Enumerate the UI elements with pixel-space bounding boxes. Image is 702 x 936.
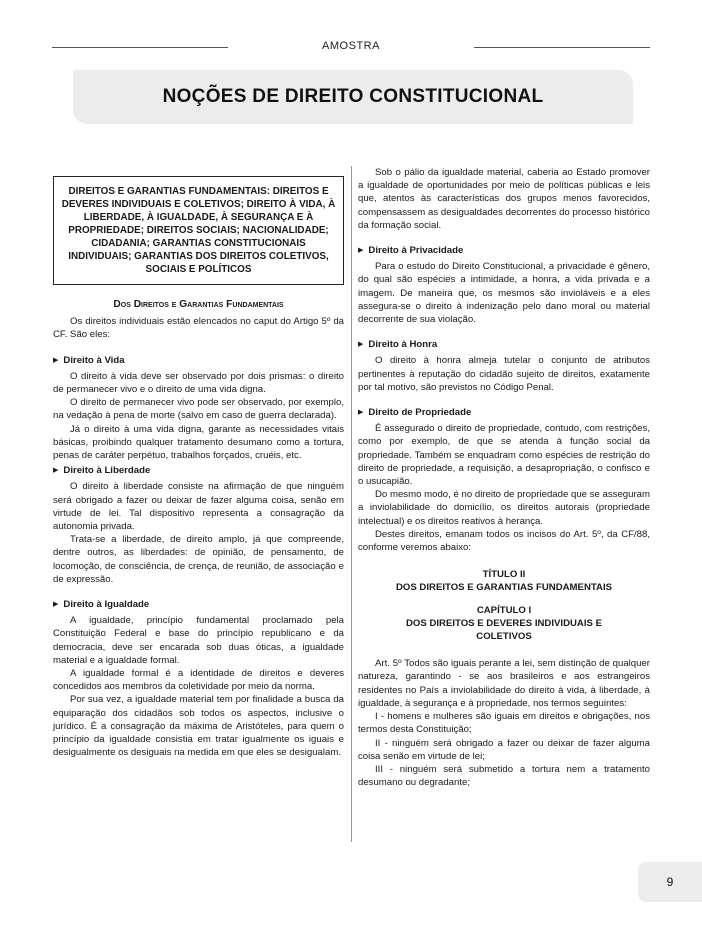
paragraph: O direito de permanecer vivo pode ser observado, por exemplo, na vedação à pena de morte (salvo em caso de guerra declarada). xyxy=(53,397,344,422)
paragraph: É assegurado o direito de propriedade, contudo, com restrições, como por exemplo, de que se atenda à função social da propriedade. Também se enquadram como espécies de restrição do direito de propriedade, a requisição, a desapropriação, o confisco e o usucapião. xyxy=(358,423,650,488)
title-band xyxy=(73,70,633,124)
capitulo-line3: COLETIVOS xyxy=(476,631,532,643)
paragraph: Para o estudo do Direito Constitucional, a privacidade é gênero, do qual são espécies a intimidade, a honra, a vida privada e a imagem. De maneira que, os mesmos são invioláveis e a eles assegura-se o direito à indenização pelo dano moral ou material decorrente de sua violação. xyxy=(358,261,650,326)
subheading-honra: ▶ Direito à Honra xyxy=(358,339,438,351)
paragraph: A igualdade, princípio fundamental proclamado pela Constituição Federal e base do princípio republicano e da democracia, deve ser encarada sob duas óticas, a igualdade material e a igualdade formal. xyxy=(53,615,344,666)
subheading-vida: ▶ Direito à Vida xyxy=(53,354,125,366)
titulo-line2: DOS DIREITOS E GARANTIAS FUNDAMENTAIS xyxy=(395,582,613,594)
header-rule-right xyxy=(474,47,650,48)
bullet-triangle-icon: ▶ xyxy=(53,356,59,364)
subheading-propriedade: ▶ Direito de Propriedade xyxy=(358,407,472,419)
page-title: NOÇÕES DE DIREITO CONSTITUCIONAL xyxy=(162,86,544,107)
header-label: AMOSTRA xyxy=(322,40,380,52)
topic-box: DIREITOS E GARANTIAS FUNDAMENTAIS: DIREITOS E DEVERES INDIVIDUAIS E COLETIVOS; DIREITO À VIDA, À LIBERDADE, À IGUALDADE, À SEGURANÇA E À PROPRIEDADE; DIREITOS SOCIAIS; NACIONALIDADE; CIDADANIA; GARANTIAS CONSTITUCIONAIS INDIVIDUAIS; GARANTIAS DOS DIREITOS COLETIVOS, SOCIAIS E POLÍTICOS xyxy=(53,176,344,285)
paragraph: Do mesmo modo, é no direito de propriedade que se asseguram a inviolabilidade do domicílio, os direitos autorais (propriedade intelectual) e os direitos reativos à herança. xyxy=(358,489,650,527)
art5-caput: Art. 5º Todos são iguais perante a lei, sem distinção de qualquer natureza, garantindo - se aos brasileiros e aos estrangeiros residentes no País a inviolabilidade do direito à vida, à liberdade, à igualdade, à segurança e à propriedade, nos termos seguintes: xyxy=(358,658,650,709)
intro-paragraph: Os direitos individuais estão elencados no caput do Artigo 5º da CF. São eles: xyxy=(53,316,344,341)
bullet-triangle-icon: ▶ xyxy=(358,247,364,255)
bullet-triangle-icon: ▶ xyxy=(53,601,59,609)
left-column xyxy=(53,168,344,760)
right-column xyxy=(358,166,650,789)
paragraph: O direito à liberdade consiste na afirmação de que ninguém será obrigado a fazer ou deixar de fazer alguma coisa, senão em virtude de lei. Tal dispositivo representa a consagração da autonomia privada. xyxy=(53,481,344,533)
art5-inciso-i: I - homens e mulheres são iguais em direitos e obrigações, nos termos desta Constituição; xyxy=(358,711,650,736)
capitulo-line2: DOS DIREITOS E DEVERES INDIVIDUAIS E xyxy=(405,618,602,630)
subheading-privacidade: ▶ Direito à Privacidade xyxy=(358,245,464,257)
paragraph: Trata-se a liberdade, de direito amplo, já que compreende, dentre outros, as liberdades: de opinião, de pensamento, de locomoção, de consciência, de crença, de reunião, de associação e de expressão. xyxy=(53,534,344,585)
paragraph: Sob o pálio da igualdade material, caberia ao Estado promover a igualdade de oportunidades por meio de políticas públicas e leis que, atentos às características dos grupos menos favorecidos, compensassem as desigualdades decorrentes do processo histórico da formação social. xyxy=(358,167,650,231)
paragraph: O direito à honra almeja tutelar o conjunto de atributos pertinentes à reputação do cidadão sujeito de direitos, exatamente por tal motivo, são previstos no Código Penal. xyxy=(358,355,650,393)
bullet-triangle-icon: ▶ xyxy=(358,409,364,417)
section-title: Dos Direitos e Garantias Fundamentais xyxy=(113,299,284,310)
paragraph: Por sua vez, a igualdade material tem por finalidade a busca da equiparação dos cidadãos sob todos os aspectos, inclusive o jurídico. É a consagração da máxima de Aristóteles, para quem o princípio da igualdade consistia em tratar igualmente os iguais e desigualmente os desiguais na medida em que eles se desigualam. xyxy=(53,694,344,759)
paragraph: O direito à vida deve ser observado por dois prismas: o direito de permanecer vivo e o direito de uma vida digna. xyxy=(53,370,344,396)
paragraph: A igualdade formal é a identidade de direitos e deveres concedidos aos membros da coletividade por meio da norma. xyxy=(53,668,344,693)
bullet-triangle-icon: ▶ xyxy=(53,467,59,475)
page-number: 9 xyxy=(638,862,702,902)
art5-inciso-iii: III - ninguém será submetido a tortura nem a tratamento desumano ou degradante; xyxy=(358,763,650,789)
paragraph: Já o direito à uma vida digna, garante as necessidades vitais básicas, proibindo qualquer tratamento desumano como a tortura, penas de caráter perpétuo, trabalhos forçados, cruéis, etc. xyxy=(53,423,344,462)
subheading-liberdade: ▶ Direito à Liberdade xyxy=(53,465,151,477)
bullet-triangle-icon: ▶ xyxy=(358,341,364,349)
column-divider xyxy=(351,166,352,842)
paragraph: Destes direitos, emanam todos os incisos do Art. 5º, da CF/88, conforme veremos abaixo: xyxy=(358,528,650,554)
titulo-line1: TÍTULO II xyxy=(482,569,526,581)
art5-inciso-ii: II - ninguém será obrigado a fazer ou deixar de fazer alguma coisa senão em virtude de lei; xyxy=(358,737,650,762)
capitulo-line1: CAPÍTULO I xyxy=(476,605,532,617)
subheading-igualdade: ▶ Direito à Igualdade xyxy=(53,599,150,611)
